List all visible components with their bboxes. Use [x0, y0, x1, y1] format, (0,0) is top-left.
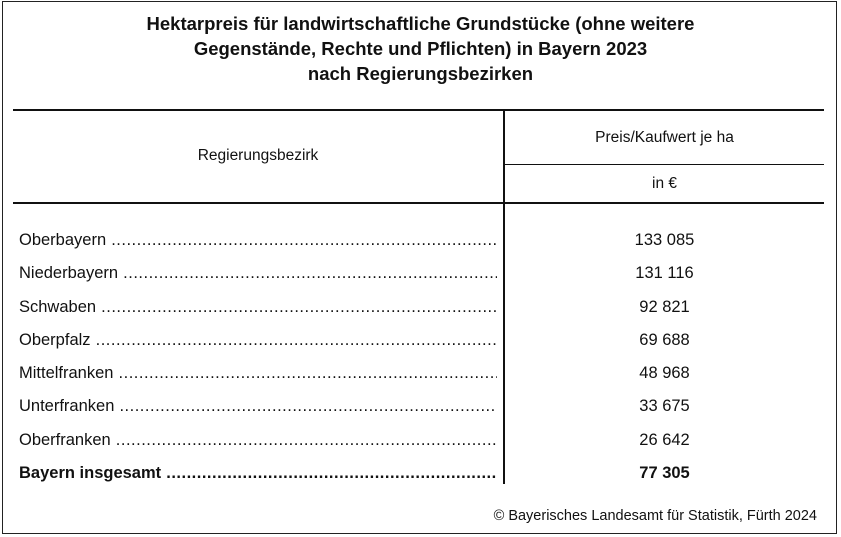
row-label: Unterfranken ..... [19, 394, 497, 418]
table-row [19, 228, 824, 261]
table-body [19, 228, 824, 494]
row-label: Niederbayern ..... [19, 261, 497, 285]
row-value: 131 116 [635, 264, 694, 283]
header-bottom-rule [13, 202, 824, 204]
row-value: 26 642 [639, 430, 690, 449]
table-row [19, 261, 824, 294]
row-label: Oberbayern ..... [19, 228, 497, 252]
row-value: 33 675 [639, 397, 690, 416]
total-value: 77 305 [639, 464, 690, 483]
header-unit: in € [652, 175, 677, 192]
row-label: Oberpfalz ..... [19, 328, 497, 352]
total-label: Bayern insgesamt ..... [19, 461, 497, 485]
table-row [19, 394, 824, 427]
row-value: 92 821 [639, 297, 690, 316]
top-rule [13, 109, 824, 111]
title-line-1: Hektarpreis für landwirtschaftliche Grundstücke (ohne weitere [146, 13, 695, 34]
row-value: 69 688 [639, 330, 690, 349]
row-value: 48 968 [639, 364, 690, 383]
header-regierungsbezirk: Regierungsbezirk [197, 147, 319, 164]
row-label: Mittelfranken ..... [19, 361, 497, 385]
title-line-3: nach Regierungsbezirken [307, 63, 534, 84]
row-label: Oberfranken ..... [19, 428, 497, 452]
table-frame [2, 1, 837, 534]
table-row [19, 295, 824, 328]
table-row [19, 428, 824, 461]
table-row [19, 328, 824, 361]
title-line-2: Gegenstände, Rechte und Pflichten) in Bayern 2023 [193, 38, 648, 59]
row-value: 133 085 [634, 231, 695, 249]
header-sub-rule [505, 164, 824, 165]
table-row-total [19, 461, 824, 494]
table-row [19, 361, 824, 394]
header-preis: Preis/Kaufwert je ha [595, 129, 734, 146]
source-footer: © Bayerisches Landesamt für Statistik, Fürth 2024 [493, 508, 817, 524]
row-label: Schwaben ..... [19, 295, 497, 319]
table-title [3, 11, 838, 86]
